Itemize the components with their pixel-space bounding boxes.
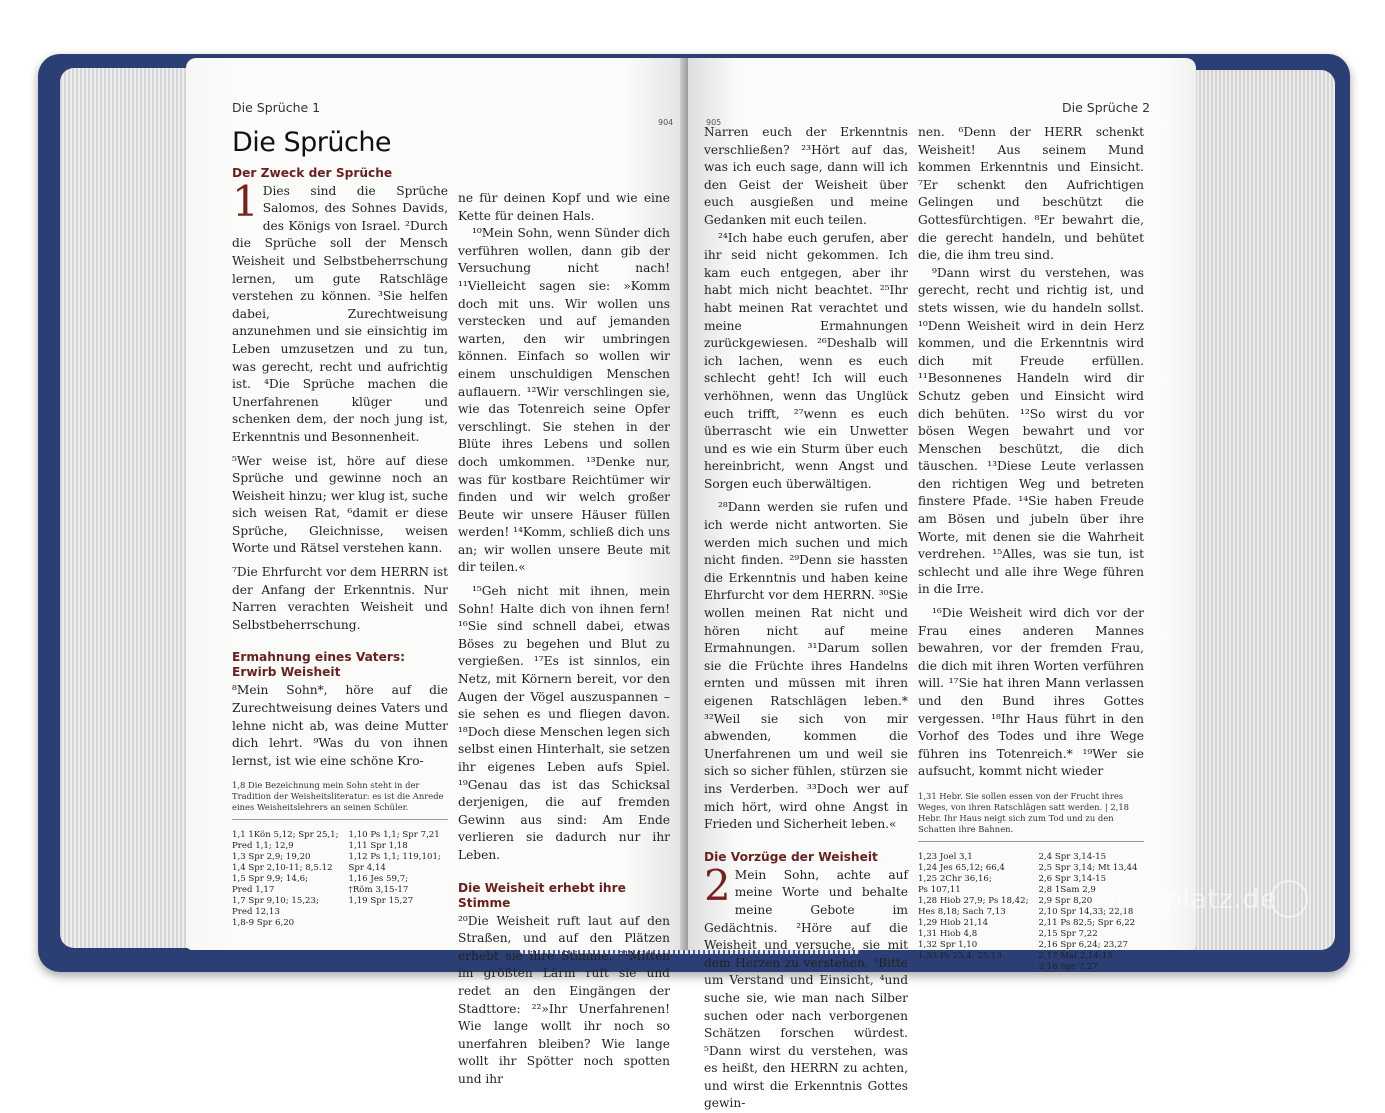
section-heading: Ermahnung eines Vaters: Erwirb Weisheit bbox=[232, 650, 406, 680]
paragraph: 2 Mein Sohn, achte auf meine Worte und behalte meine Gebote im Gedächtnis. ²Höre auf die Weisheit und versuche, sie mit dem Herzen zu verstehen. ³Bitte um Verstand und Einsicht, ⁴und suche sie, wie man nach Silber suchen oder nach verborgenen Schätzen forschen würdest. ⁵Dann wirst du verstehen, was es heißt, den HERRN zu achten, und wirst die Erkenntnis Gottes gewin- bbox=[704, 860, 908, 1111]
paragraph: ⁷Die Ehrfurcht vor dem HERRN ist der Anfang der Erkenntnis. Nur Narren verachten Weisheit und Selbstbeherrschung. bbox=[232, 565, 448, 632]
cross-references bbox=[232, 830, 448, 929]
running-head-left: Die Sprüche 1 bbox=[232, 100, 321, 115]
cross-reference: Pred 1,17 bbox=[232, 885, 275, 896]
chapter-number: 2 bbox=[704, 860, 731, 910]
cross-reference: 2,18 Spr 7,27 bbox=[1038, 961, 1098, 972]
cross-reference: 1,24 Jes 65,12; 66,4 bbox=[918, 862, 1005, 873]
watermark-icon bbox=[1270, 880, 1308, 918]
section-heading: Die Vorzüge der Weisheit bbox=[704, 849, 878, 864]
footnote: 1,31 Hebr. Sie sollen essen von der Frucht ihres Weges, von ihren Ratschlägen satt werden. | 2,18 Hebr. Ihr Haus neigt sich zum Tod und zu den Schatten ihre Bahnen. bbox=[918, 791, 1144, 842]
cross-reference bbox=[349, 918, 448, 929]
cross-reference: 2,10 Spr 14,33; 22,18 bbox=[1038, 906, 1134, 917]
cross-reference: 1,25 2Chr 36,16; bbox=[918, 873, 992, 884]
paragraph: ¹⁰Mein Sohn, wenn Sünder dich verführen wollen, dann gib der Versuchung nicht nach! ¹¹Vielleicht sagen sie: »Komm doch mit uns. Wir wollen uns verstecken und auf jemanden warten, den wir umbringen können. Einfach so wollen wir einem unschuldigen Menschen auflauern. ¹²Wir verschlingen sie, wie das Totenreich seine Opfer verschlingt. Sie stehen in der Blüte ihres Lebens und sollen doch umkommen. ¹³Denke nur, was für kostbare Reichtümer wir finden und wir welch großer Beute wir unsere Häuser füllen werden! ¹⁴Komm, schließ dich uns an; wir wollen unsere Beute mit dir teilen.« bbox=[458, 226, 671, 575]
book-title: Die Sprüche bbox=[232, 127, 392, 158]
cross-reference: 1,7 Spr 9,10; 15,23; bbox=[232, 896, 319, 907]
cross-reference: 2,4 Spr 3,14-15 bbox=[1038, 851, 1107, 862]
paragraph: ⁹Dann wirst du verstehen, was gerecht, recht und richtig ist, und stets wissen, wie du handeln sollst. ¹⁰Denn Weisheit wird in dein Herz kommen, und die Erkenntnis wird dich mit Freude erfüllen. ¹¹Besonnenes Handeln wird dir Schutz geben und Einsicht wird dich behüten. ¹²So wirst du vor bösen Wegen bewahrt und vor Menschen beschützt, die dich täuschen. ¹³Diese Leute verlassen den richtigen Weg und betreten finstere Pfade. ¹⁴Sie haben Freude am Bösen und jubeln über ihre Worte, mit denen sie die Wahrheit verdrehen. ¹⁵Alles, was sie tun, ist schlecht und alle ihre Wege führen in die Irre. bbox=[918, 265, 1144, 597]
cross-reference: 1,8-9 Spr 6,20 bbox=[232, 918, 295, 929]
paragraph: ⁸Mein Sohn*, höre auf die Zurechtweisung deines Vaters und lehne nicht ab, was deine Mutter dich lehrt. ⁹Was du von ihnen lernst, ist wie eine schöne Kro- bbox=[232, 683, 448, 768]
cross-reference: 2,5 Spr 3,14; Mt 13,44 bbox=[1038, 862, 1138, 873]
paragraph: ¹⁵Geh nicht mit ihnen, mein Sohn! Halte dich von ihnen fern! ¹⁶Sie sind schnell dabei, etwas Böses zu begehen und Blut zu vergießen. ¹⁷Es ist sinnlos, ein Netz, mit Körnern bereit, vor den Augen der Vögel auszuspannen – sie sehen es und fliegen davon. ¹⁸Doch diese Menschen legen sich selbst einen Hinterhalt, sie setzen ihr eigenes Leben aufs Spiel. ¹⁹Genau das ist das Schicksal derjenigen, die auf fremden Gewinn aus sind: Am Ende verlieren sie dadurch nur ihr Leben. bbox=[458, 584, 670, 862]
paragraph: ²⁰Die Weisheit ruft laut auf den Straßen, und auf den Plätzen erhebt sie ihre Stimme. ²¹Mitten im größten Lärm ruft sie und redet an den Eingängen der Stadttore: ²²»Ihr Unerfahrenen! Wie lange wollt ihr noch so unerfahren bleiben? Wie lange wollt ihr Spötter noch spotten und ihr bbox=[458, 913, 670, 1086]
running-head-right: Die Sprüche 2 bbox=[1062, 100, 1151, 115]
section-heading: Der Zweck der Sprüche bbox=[232, 165, 393, 180]
footnote: 1,8 Die Bezeichnung mein Sohn steht in der Tradition der Weisheitsliteratur: es ist die Anrede eines Weisheitslehrers an seinen Schüler. bbox=[232, 780, 448, 820]
cross-reference: 2,9 Spr 8,20 bbox=[1038, 895, 1093, 906]
cross-reference: 2,6 Spr 3,14-15 bbox=[1038, 873, 1107, 884]
cross-reference: 1,3 Spr 2,9; 19,20 bbox=[232, 852, 311, 863]
paragraph: nen. ⁶Denn der HERR schenkt Weisheit! Aus seinem Mund kommen Erkenntnis und Einsicht. ⁷Er schenkt den Aufrichtigen Gelingen und beschützt die Gottesfürchtigen. ⁸Er bewahrt die, die gerecht handeln, und behütet die, die ihm treu sind. bbox=[918, 125, 1144, 263]
page-edges-right bbox=[1175, 70, 1335, 950]
cross-reference: 1,32 Spr 1,10 bbox=[918, 939, 978, 950]
page-number-right: 905 bbox=[706, 118, 722, 127]
left-column-2 bbox=[458, 190, 670, 1089]
cross-reference: 1,19 Spr 15,27 bbox=[348, 896, 414, 907]
right-column-1 bbox=[704, 124, 908, 1113]
page-number-left: 904 bbox=[658, 118, 674, 127]
chapter-number: 1 bbox=[232, 176, 259, 226]
cross-reference: Pred 12,13 bbox=[232, 907, 280, 918]
left-page bbox=[186, 58, 686, 1086]
right-page bbox=[688, 58, 1196, 1111]
cross-reference: 1,33 Ps 23,4; 25,13 bbox=[918, 950, 1002, 961]
cross-reference: 1,4 Spr 2,10-11; 8,5.12 bbox=[232, 863, 333, 874]
cross-reference: 1,29 Hiob 21,14 bbox=[918, 917, 989, 928]
paragraph: ²⁴Ich habe euch gerufen, aber ihr seid nicht gekommen. Ich kam euch entgegen, aber ihr habt mich nicht beachtet. ²⁵Ihr habt meinen Rat verachtet und meine Ermahnungen zurückgewiesen. ²⁶Deshalb will ich lachen, wenn es euch schlecht geht! Ich will euch verhöhnen, wenn das Unglück euch trifft, ²⁷wenn es euch überrascht wie ein Unwetter und es wie ein Sturm über euch hereinbricht, wenn Angst und Sorgen euch überwältigen. bbox=[704, 230, 908, 491]
cross-reference: Spr 4,14 bbox=[348, 863, 386, 874]
cross-reference: 1,1 1Kön 5,12; Spr 25,1; bbox=[232, 830, 339, 841]
right-column-2 bbox=[918, 124, 1144, 973]
cross-reference: 1,11 Spr 1,18 bbox=[348, 841, 408, 852]
paragraph: 1 Dies sind die Sprüche Salomos, des Sohnes Davids, des Königs von Israel. ²Durch die Sprüche soll der Mensch Weisheit und Selbstbeherrschung lernen, um gute Ratschläge verstehen zu können. ³Sie helfen dabei, Zurechtweisung anzunehmen und sie einsichtig im Leben umzusetzen und zu tun, was gerecht, recht und aufrichtig ist. ⁴Die Sprüche machen die Unerfahrenen klüger und schenken dem, der noch jung ist, Erkenntnis und Besonnenheit. bbox=[232, 176, 448, 444]
cross-reference bbox=[349, 907, 448, 918]
cross-reference: 2,16 Spr 6,24; 23,27 bbox=[1038, 939, 1128, 950]
cross-reference: Ps 107,11 bbox=[918, 884, 961, 895]
cross-reference: 2,17 Mal 2,14-15 bbox=[1038, 950, 1113, 961]
cross-reference: Hes 8,18; Sach 7,13 bbox=[918, 906, 1006, 917]
cross-reference: 1,5 Spr 9,9; 14,6; bbox=[232, 874, 308, 885]
cross-reference: 1,23 Joel 3,1 bbox=[918, 851, 973, 862]
cross-reference: †Röm 3,15-17 bbox=[348, 885, 409, 896]
paragraph: Narren euch der Erkenntnis verschließen? ²³Hört auf das, was ich euch sage, dann will ich den Geist der Weisheit über euch ausgießen und meine Gedanken mit euch teilen. bbox=[704, 125, 908, 227]
cross-reference: 1,16 Jes 59,7; bbox=[348, 874, 409, 885]
section-heading: Die Weisheit erhebt ihre Stimme bbox=[458, 880, 626, 910]
cross-reference: 1,10 Ps 1,1; Spr 7,21 bbox=[348, 830, 440, 841]
cross-reference: 1,12 Ps 1,1; 119,101; bbox=[348, 852, 441, 863]
paragraph: ¹⁶Die Weisheit wird dich vor der Frau eines anderen Mannes bewahren, vor der fremden Frau, die dich mit ihren Worten verführen will. ¹⁷Sie hat ihren Mann verlassen und den Bund ihres Gottes vergessen. ¹⁸Ihr Haus führt in den Vorhof des Todes und ihre Wege führen ins Totenreich.* ¹⁹Wer sie aufsucht, kommt nicht wieder bbox=[918, 606, 1144, 779]
cross-reference: Pred 1,1; 12,9 bbox=[232, 841, 294, 852]
paragraph: ²⁸Dann werden sie rufen und ich werde nicht antworten. Sie werden mich suchen und mich nicht finden. ²⁹Denn sie hassten die Erkenntnis und haben keine Ehrfurcht vor dem HERRN. ³⁰Sie wollen meinen Rat nicht und hören nicht auf meine Ermahnungen. ³¹Darum sollen sie die Früchte ihres Handelns ernten und müssen mit ihren eigenen Ratschlägen leben.* ³²Weil sie sich von mir abwenden, kommen die Unerfahrenen um und weil sie sich so sicher fühlen, stürzen sie ins Verderben. ³³Doch wer auf mich hört, wird ohne Angst in Frieden und Sicherheit leben.« bbox=[704, 500, 908, 832]
cross-reference: 2,11 Ps 82,5; Spr 6,22 bbox=[1038, 917, 1136, 928]
cross-reference: 1,31 Hiob 4,8 bbox=[918, 928, 978, 939]
paragraph: ⁵Wer weise ist, höre auf diese Sprüche und gewinne noch an Weisheit hinzu; wer klug ist, suche sich weisen Rat, ⁶damit er diese Sprüche, Gleichnisse, weisen Worte und Rätsel verstehen kann. bbox=[232, 453, 448, 556]
cross-reference: 2,15 Spr 7,22 bbox=[1038, 928, 1098, 939]
cross-reference: 1,28 Hiob 27,9; Ps 18,42; bbox=[918, 895, 1029, 906]
left-column-1 bbox=[232, 127, 448, 929]
cross-reference bbox=[918, 962, 1028, 973]
paragraph: ne für deinen Kopf und wie eine Kette für deinen Hals. bbox=[458, 191, 670, 223]
cross-reference: 2,8 1Sam 2,9 bbox=[1038, 884, 1096, 895]
watermark: leseplatz.de bbox=[1108, 884, 1278, 915]
